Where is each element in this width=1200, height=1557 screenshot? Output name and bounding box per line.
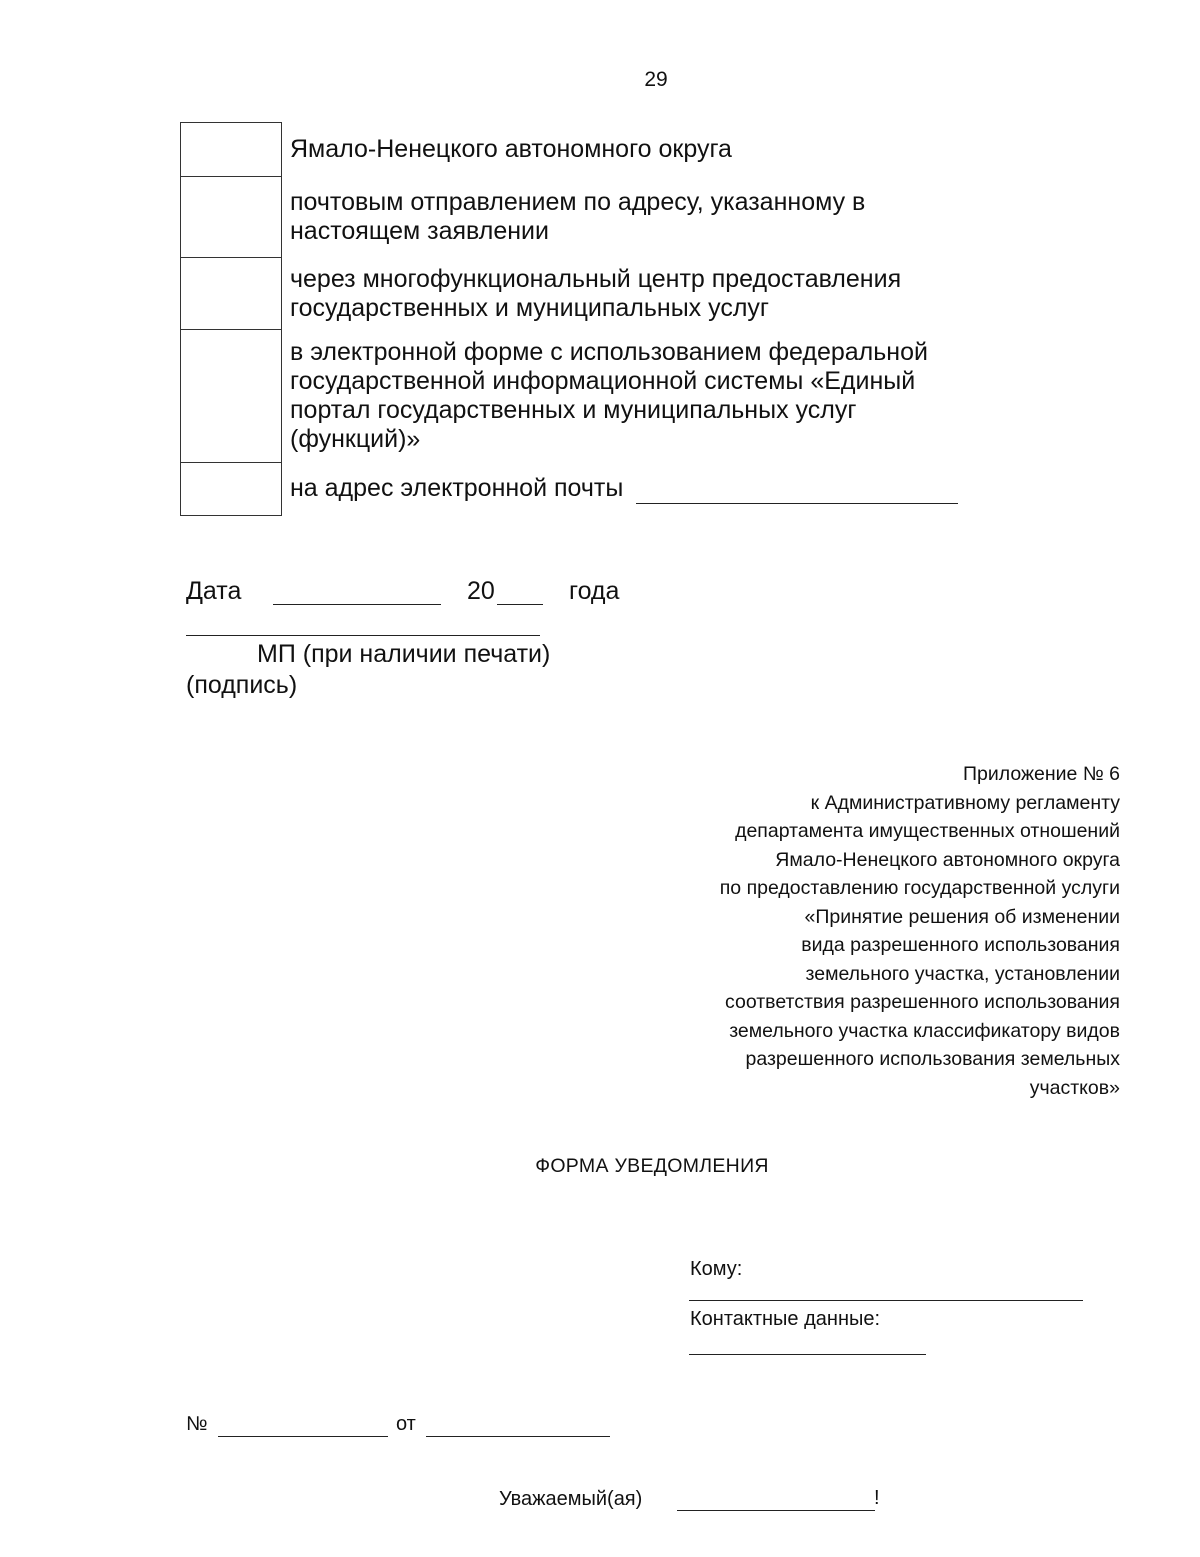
option-label: через многофункциональный центр предоставления государственных и муниципальных услуг [282, 258, 959, 330]
from-label: от [396, 1413, 416, 1435]
date-label: Дата [186, 577, 242, 605]
option-checkbox[interactable] [181, 463, 282, 516]
option-label: Ямало-Ненецкого автономного округа [282, 123, 959, 177]
delivery-options-table [180, 122, 958, 516]
option-label: на адрес электронной почты [282, 463, 959, 516]
appendix-block [560, 760, 1120, 1102]
contacts-label: Контактные данные: [690, 1308, 881, 1330]
option-row [181, 258, 959, 330]
option-checkbox[interactable] [181, 330, 282, 463]
appendix-line: Приложение № 6 [963, 763, 1120, 785]
year-suffix: года [569, 577, 620, 605]
year-prefix: 20 [467, 577, 495, 605]
greeting-name-field[interactable] [677, 1510, 875, 1511]
to-field[interactable] [689, 1300, 1083, 1301]
year-field[interactable] [497, 604, 543, 605]
form-title: ФОРМА УВЕДОМЛЕНИЯ [535, 1155, 769, 1177]
to-label: Кому: [690, 1258, 743, 1280]
appendix-line: участков» [1029, 1076, 1120, 1099]
greeting-label: Уважаемый(ая) [499, 1488, 643, 1510]
option-row [181, 123, 959, 177]
option-label: в электронной форме с использованием федеральной государственной информационной системы «Единый портал государственных и муниципальных услуг (функций)» [282, 330, 959, 463]
signature-label: (подпись) [186, 671, 298, 699]
appendix-line: земельного участка классификатору видов [729, 1019, 1120, 1042]
option-row [181, 463, 959, 516]
appendix-line: «Принятие решения об изменении [804, 905, 1120, 928]
email-field[interactable] [636, 474, 958, 504]
date-field[interactable] [273, 604, 441, 605]
appendix-line: Ямало-Ненецкого автономного округа [775, 848, 1120, 871]
option-row [181, 177, 959, 258]
appendix-line: соответствия разрешенного использования [725, 991, 1120, 1013]
option-checkbox[interactable] [181, 123, 282, 177]
stamp-label: МП (при наличии печати) [257, 640, 551, 668]
appendix-line: по предоставлению государственной услуги [719, 877, 1120, 899]
number-field[interactable] [218, 1436, 388, 1437]
appendix-line: разрешенного использования земельных [745, 1048, 1120, 1070]
option-label: почтовым отправлением по адресу, указанному в настоящем заявлении [282, 177, 959, 258]
from-date-field[interactable] [426, 1436, 610, 1437]
appendix-line: к Административному регламенту [810, 791, 1120, 814]
greeting-exclamation: ! [874, 1487, 880, 1509]
option-checkbox[interactable] [181, 258, 282, 330]
signature-line[interactable] [186, 635, 540, 636]
appendix-line: вида разрешенного использования [801, 934, 1120, 956]
page-number: 29 [644, 68, 668, 91]
option-checkbox[interactable] [181, 177, 282, 258]
appendix-line: департамента имущественных отношений [735, 820, 1120, 842]
option-row [181, 330, 959, 463]
number-label: № [186, 1413, 208, 1435]
contacts-field[interactable] [689, 1354, 926, 1355]
appendix-line: земельного участка, установлении [805, 962, 1120, 985]
